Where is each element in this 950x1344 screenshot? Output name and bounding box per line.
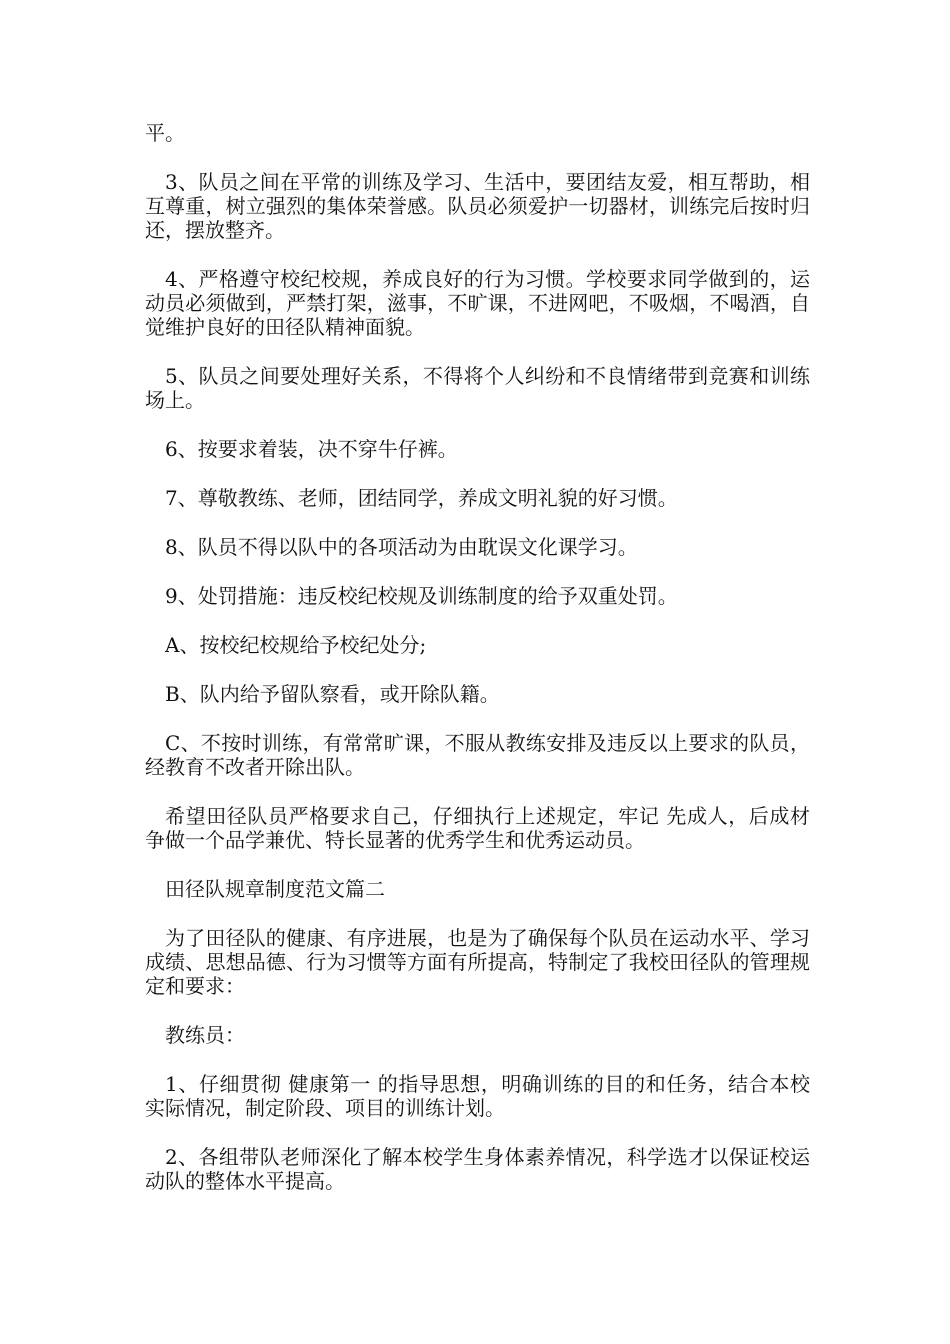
paragraph-penalty-c: C、不按时训练，有常常旷课，不服从教练安排及违反以上要求的队员，经教育不改者开除出队。 <box>145 731 810 779</box>
paragraph-coach-1: 1、仔细贯彻 健康第一 的指导思想，明确训练的目的和任务，结合本校实际情况，制定阶段、项目的训练计划。 <box>145 1072 810 1120</box>
paragraph-rule-5: 5、队员之间要处理好关系，不得将个人纠纷和不良情绪带到竞赛和训练场上。 <box>145 364 810 412</box>
paragraph-rule-9: 9、处罚措施：违反校纪校规及训练制度的给予双重处罚。 <box>165 584 678 608</box>
paragraph-rule-7: 7、尊敬教练、老师，团结同学，养成文明礼貌的好习惯。 <box>165 486 678 510</box>
document-page <box>145 121 810 1218</box>
subheading-coach: 教练员： <box>165 1023 245 1047</box>
paragraph-rule-6: 6、按要求着装，决不穿牛仔裤。 <box>165 437 458 461</box>
paragraph-rule-8: 8、队员不得以队中的各项活动为由耽误文化课学习。 <box>165 535 638 559</box>
paragraph-penalty-a: A、按校纪校规给予校纪处分; <box>165 633 427 657</box>
paragraph-rule-4: 4、严格遵守校纪校规，养成良好的行为习惯。学校要求同学做到的，运动员必须做到，严禁打架，滋事，不旷课，不进网吧，不吸烟，不喝酒，自觉维护良好的田径队精神面貌。 <box>145 267 810 339</box>
paragraph-penalty-b: B、队内给予留队察看，或开除队籍。 <box>165 682 500 706</box>
paragraph-continuation: 平。 <box>145 121 185 145</box>
paragraph-coach-2: 2、各组带队老师深化了解本校学生身体素养情况，科学选才以保证校运动队的整体水平提高。 <box>145 1145 810 1193</box>
paragraph-rule-3: 3、队员之间在平常的训练及学习、生活中，要团结友爱，相互帮助，相互尊重，树立强烈的集体荣誉感。队员必须爱护一切器材，训练完后按时归还，摆放整齐。 <box>145 170 810 242</box>
paragraph-closing: 希望田径队员严格要求自己，仔细执行上述规定，牢记 先成人，后成材 争做一个品学兼优、特长显著的优秀学生和优秀运动员。 <box>145 804 810 852</box>
paragraph-intro: 为了田径队的健康、有序进展，也是为了确保每个队员在运动水平、学习成绩、思想品德、行为习惯等方面有所提高，特制定了我校田径队的管理规定和要求： <box>145 926 810 998</box>
section-heading: 田径队规章制度范文篇二 <box>165 877 385 901</box>
